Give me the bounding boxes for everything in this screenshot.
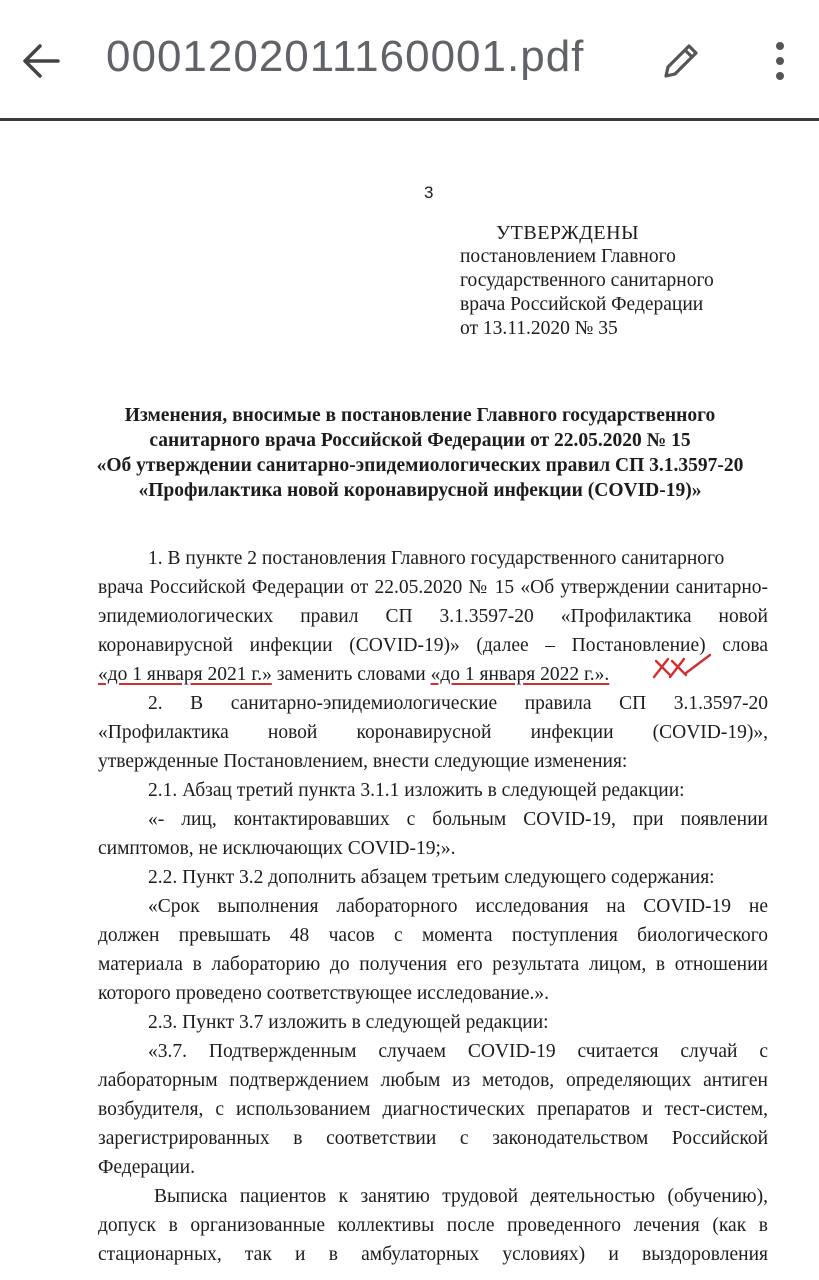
approval-line: от 13.11.2020 № 35: [460, 318, 618, 339]
body-line: которого проведено соответствующее исследование.».: [98, 983, 550, 1004]
body-line: материала в лабораторию до получения его результата лицом, в отношении: [98, 954, 768, 975]
document-page: [0, 121, 819, 1280]
approval-heading: УТВЕРЖДЕНЫ: [496, 222, 640, 244]
body-line: симптомов, не исключающих COVID-19;».: [98, 838, 456, 859]
approval-block: [460, 221, 714, 341]
body-line: Выписка пациентов к занятию трудовой деятельностью (обучению),: [154, 1186, 768, 1207]
body-line: врача Российской Федерации от 22.05.2020 № 15 «Об утверждении санитарно-: [98, 577, 768, 598]
arrow-left-icon: [18, 38, 64, 84]
document-heading: [60, 403, 780, 503]
body-line: коронавирусной инфекции (COVID-19)» (далее – Постановление) слова: [98, 635, 768, 656]
body-line: «3.7. Подтвержденным случаем COVID-19 считается случай с: [148, 1041, 768, 1062]
body-text: заменить словами: [271, 664, 431, 685]
body-line: 1. В пункте 2 постановления Главного государственного санитарного: [148, 548, 725, 569]
heading-line: «Об утверждении санитарно-эпидемиологических правил СП 3.1.3597-20: [96, 455, 744, 476]
back-button[interactable]: [18, 38, 64, 84]
body-line: лабораторным подтверждением любым из методов, определяющих антиген: [98, 1070, 768, 1091]
body-line: «- лиц, контактировавших с больным COVID-19, при появлении: [148, 809, 768, 830]
body-line: эпидемиологических правил СП 3.1.3597-20 «Профилактика новой: [98, 606, 768, 627]
pencil-icon: [656, 36, 706, 86]
body-line: зарегистрированных в соответствии с законодательством Российской: [98, 1128, 768, 1149]
more-options-button[interactable]: [760, 36, 800, 86]
body-line: допуск в организованные коллективы после проведенного лечения (как в: [98, 1215, 768, 1236]
heading-line: санитарного врача Российской Федерации от 22.05.2020 № 15: [149, 430, 691, 451]
edit-button[interactable]: [656, 36, 706, 86]
body-line: [98, 663, 609, 687]
page-number: 3: [424, 183, 434, 202]
body-line: 2.3. Пункт 3.7 изложить в следующей редакции:: [148, 1012, 549, 1033]
underlined-new-date: «до 1 января 2022 г.».: [430, 664, 610, 685]
underlined-old-date: «до 1 января 2021 г.»: [98, 664, 272, 685]
body-line: Федерации.: [98, 1157, 195, 1178]
body-line: утвержденные Постановлением, внести следующие изменения:: [98, 751, 628, 772]
app-bar: [0, 0, 819, 121]
heading-line: «Профилактика новой коронавирусной инфекции (COVID-19)»: [138, 480, 702, 501]
body-line: 2.2. Пункт 3.2 дополнить абзацем третьим следующего содержания:: [148, 867, 715, 888]
document-title: 0001202011160001.pdf: [106, 32, 585, 81]
body-line: 2. В санитарно-эпидемиологические правила СП 3.1.3597-20: [148, 693, 768, 714]
approval-line: врача Российской Федерации: [460, 294, 704, 315]
body-line: должен превышать 48 часов с момента поступления биологического: [98, 925, 768, 946]
handwritten-mark-icon: [650, 651, 712, 679]
approval-line: государственного санитарного: [460, 270, 714, 291]
more-vertical-icon: [760, 36, 800, 86]
body-line: стационарных, так и в амбулаторных условиях) и выздоровления: [98, 1244, 768, 1265]
body-line: возбудителя, с использованием диагностических препаратов и тест-систем,: [98, 1099, 768, 1120]
heading-line: Изменения, вносимые в постановление Главного государственного: [124, 405, 716, 426]
approval-line: постановлением Главного: [460, 246, 676, 267]
body-line: «Профилактика новой коронавирусной инфекции (COVID-19)»,: [98, 722, 768, 743]
body-line: 2.1. Абзац третий пункта 3.1.1 изложить в следующей редакции:: [148, 780, 685, 801]
body-line: «Срок выполнения лабораторного исследования на COVID-19 не: [148, 896, 768, 917]
